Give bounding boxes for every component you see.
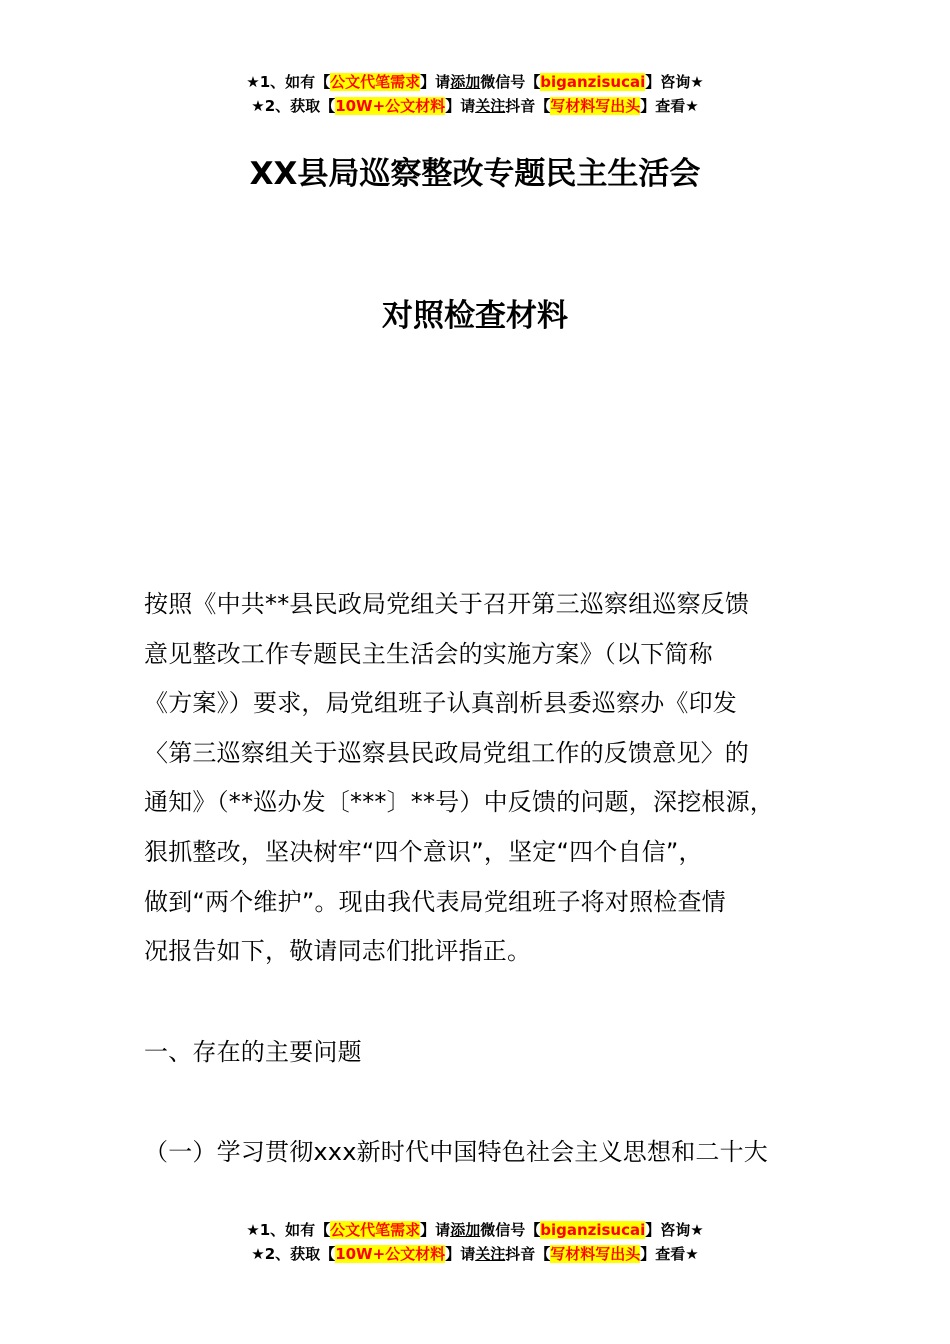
promo-highlight: 写材料写出头 [550,97,641,115]
promo-highlight: 公文代笔需求 [330,1221,421,1239]
subsection-heading: （一）学习贯彻xxx新时代中国特色社会主义思想和二十大 [144,1138,769,1166]
promo-text: 抖音【 [505,97,551,115]
footer-promo-banner [0,1218,950,1266]
paragraph-line: 意见整改工作专题民主生活会的实施方案》（以下简称 [144,639,713,668]
promo-line-1 [0,1218,950,1242]
promo-text: ★2、获取【 [251,1245,336,1263]
promo-highlight: 10W+公文材料 [335,1245,446,1263]
promo-line-2 [0,1242,950,1266]
document-subtitle: 对照检查材料 [382,298,568,334]
promo-underlined-text: 添加 [450,1221,481,1239]
promo-text: 】请 [445,1245,476,1263]
document-title: XX县局巡察整改专题民主生活会 [249,156,701,192]
paragraph-line: 况报告如下，敬请同志们批评指正。 [144,937,532,966]
header-promo-banner [0,70,950,118]
promo-highlight: biganzisucai [540,1221,646,1239]
paragraph-line: 《方案》）要求，局党组班子认真剖析县委巡察办《印发 [144,689,737,718]
promo-text: 】请 [420,73,451,91]
paragraph-line: 〈第三巡察组关于巡察县民政局党组工作的反馈意见〉的 [144,738,749,767]
promo-line-1 [0,70,950,94]
promo-highlight: 写材料写出头 [550,1245,641,1263]
promo-underlined-text: 关注 [475,1245,506,1263]
promo-underlined-text: 添加 [450,73,481,91]
promo-text: ★2、获取【 [251,97,336,115]
promo-text: 】查看★ [640,97,699,115]
promo-text: 】请 [445,97,476,115]
promo-text: 抖音【 [505,1245,551,1263]
promo-highlight: 公文代笔需求 [330,73,421,91]
section-heading: 一、存在的主要问题 [144,1038,362,1066]
promo-text: 】查看★ [640,1245,699,1263]
promo-highlight: biganzisucai [540,73,646,91]
promo-highlight: 10W+公文材料 [335,97,446,115]
paragraph-line: 通知》（**巡办发〔***〕**号）中反馈的问题，深挖根源， [144,788,774,817]
promo-text: 微信号【 [480,1221,541,1239]
promo-text: ★1、如有【 [246,73,331,91]
paragraph-line: 狠抓整改，坚决树牢“四个意识”，坚定“四个自信”， [144,837,703,866]
promo-line-2 [0,94,950,118]
promo-text: 微信号【 [480,73,541,91]
promo-underlined-text: 关注 [475,97,506,115]
promo-text: 】咨询★ [645,73,704,91]
promo-text: 】请 [420,1221,451,1239]
intro-paragraph [144,580,844,977]
paragraph-line: 按照《中共**县民政局党组关于召开第三巡察组巡察反馈 [144,590,750,618]
promo-text: 】咨询★ [645,1221,704,1239]
paragraph-line: 做到“两个维护”。现由我代表局党组班子将对照检查情 [144,887,726,916]
promo-text: ★1、如有【 [246,1221,331,1239]
